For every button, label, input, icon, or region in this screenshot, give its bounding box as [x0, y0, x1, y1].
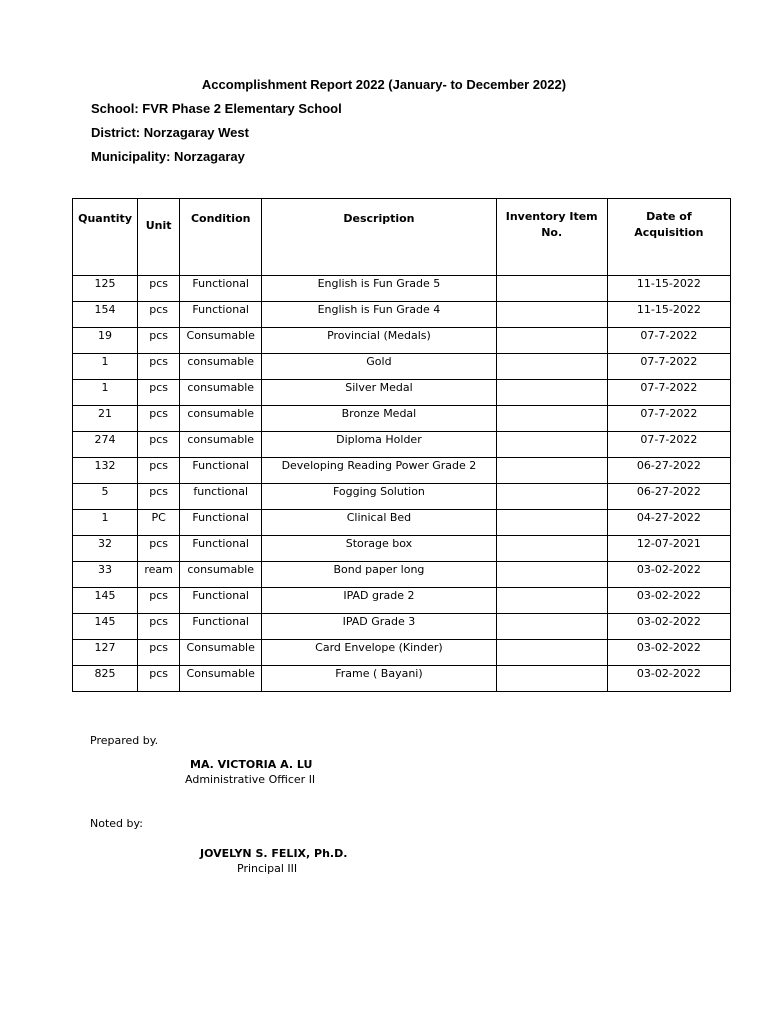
- table-row: [73, 432, 731, 458]
- cell-unit: PC: [138, 510, 180, 536]
- table-row: [73, 562, 731, 588]
- report-title: Accomplishment Report 2022 (January- to December 2022): [201, 77, 567, 92]
- school-line: School: FVR Phase 2 Elementary School: [91, 101, 342, 116]
- cell-condition: Functional: [180, 614, 262, 640]
- cell-quantity: 132: [73, 458, 138, 484]
- inventory-table: [72, 198, 731, 692]
- table-row: [73, 328, 731, 354]
- cell-condition: consumable: [180, 380, 262, 406]
- cell-date-of-acquisition: 11-15-2022: [607, 276, 730, 302]
- table-row: [73, 406, 731, 432]
- cell-inventory-item-no: [496, 640, 607, 666]
- cell-unit: pcs: [138, 666, 180, 692]
- cell-date-of-acquisition: 07-7-2022: [607, 328, 730, 354]
- cell-unit: pcs: [138, 354, 180, 380]
- cell-description: English is Fun Grade 4: [262, 302, 496, 328]
- prepared-by-label: Prepared by.: [90, 734, 159, 747]
- cell-unit: pcs: [138, 406, 180, 432]
- prepared-by-name: MA. VICTORIA A. LU: [190, 758, 313, 771]
- cell-quantity: 1: [73, 380, 138, 406]
- district-line: District: Norzagaray West: [91, 125, 249, 140]
- cell-unit: pcs: [138, 328, 180, 354]
- table-row: [73, 614, 731, 640]
- cell-inventory-item-no: [496, 614, 607, 640]
- cell-description: Bronze Medal: [262, 406, 496, 432]
- table-row: [73, 458, 731, 484]
- cell-unit: pcs: [138, 276, 180, 302]
- cell-quantity: 32: [73, 536, 138, 562]
- cell-date-of-acquisition: 07-7-2022: [607, 432, 730, 458]
- cell-description: Fogging Solution: [262, 484, 496, 510]
- cell-description: Provincial (Medals): [262, 328, 496, 354]
- cell-inventory-item-no: [496, 276, 607, 302]
- cell-description: English is Fun Grade 5: [262, 276, 496, 302]
- cell-description: Silver Medal: [262, 380, 496, 406]
- cell-condition: Functional: [180, 302, 262, 328]
- table-row: [73, 510, 731, 536]
- cell-description: IPAD grade 2: [262, 588, 496, 614]
- cell-unit: pcs: [138, 458, 180, 484]
- cell-description: Frame ( Bayani): [262, 666, 496, 692]
- cell-inventory-item-no: [496, 354, 607, 380]
- cell-inventory-item-no: [496, 510, 607, 536]
- column-header-quantity: Quantity: [73, 199, 138, 276]
- table-row: [73, 588, 731, 614]
- cell-condition: consumable: [180, 562, 262, 588]
- table-row: [73, 536, 731, 562]
- column-header-description: Description: [262, 199, 496, 276]
- table-row: [73, 484, 731, 510]
- cell-condition: Consumable: [180, 328, 262, 354]
- cell-date-of-acquisition: 03-02-2022: [607, 562, 730, 588]
- table-row: [73, 640, 731, 666]
- noted-by-title: Principal III: [237, 862, 298, 875]
- cell-quantity: 125: [73, 276, 138, 302]
- cell-condition: Functional: [180, 536, 262, 562]
- cell-inventory-item-no: [496, 380, 607, 406]
- cell-inventory-item-no: [496, 536, 607, 562]
- table-row: [73, 302, 731, 328]
- cell-quantity: 154: [73, 302, 138, 328]
- cell-description: IPAD Grade 3: [262, 614, 496, 640]
- cell-date-of-acquisition: 03-02-2022: [607, 588, 730, 614]
- cell-quantity: 825: [73, 666, 138, 692]
- cell-unit: pcs: [138, 302, 180, 328]
- cell-inventory-item-no: [496, 302, 607, 328]
- cell-date-of-acquisition: 07-7-2022: [607, 354, 730, 380]
- cell-inventory-item-no: [496, 562, 607, 588]
- cell-quantity: 274: [73, 432, 138, 458]
- noted-by-name: JOVELYN S. FELIX, Ph.D.: [200, 847, 348, 860]
- cell-inventory-item-no: [496, 588, 607, 614]
- cell-quantity: 19: [73, 328, 138, 354]
- cell-quantity: 145: [73, 614, 138, 640]
- cell-unit: pcs: [138, 614, 180, 640]
- cell-date-of-acquisition: 11-15-2022: [607, 302, 730, 328]
- cell-condition: consumable: [180, 432, 262, 458]
- municipality-line: Municipality: Norzagaray: [91, 149, 245, 164]
- cell-description: Diploma Holder: [262, 432, 496, 458]
- cell-condition: consumable: [180, 406, 262, 432]
- table-row: [73, 380, 731, 406]
- cell-unit: ream: [138, 562, 180, 588]
- cell-quantity: 21: [73, 406, 138, 432]
- cell-condition: Functional: [180, 510, 262, 536]
- cell-date-of-acquisition: 12-07-2021: [607, 536, 730, 562]
- cell-description: Card Envelope (Kinder): [262, 640, 496, 666]
- cell-quantity: 33: [73, 562, 138, 588]
- cell-unit: pcs: [138, 484, 180, 510]
- column-header-condition: Condition: [180, 199, 262, 276]
- cell-condition: Functional: [180, 458, 262, 484]
- cell-description: Developing Reading Power Grade 2: [262, 458, 496, 484]
- cell-date-of-acquisition: 06-27-2022: [607, 484, 730, 510]
- cell-description: Clinical Bed: [262, 510, 496, 536]
- cell-description: Bond paper long: [262, 562, 496, 588]
- cell-inventory-item-no: [496, 666, 607, 692]
- cell-unit: pcs: [138, 588, 180, 614]
- cell-quantity: 1: [73, 510, 138, 536]
- cell-quantity: 127: [73, 640, 138, 666]
- cell-date-of-acquisition: 03-02-2022: [607, 614, 730, 640]
- column-header-unit: Unit: [138, 199, 180, 276]
- cell-condition: Functional: [180, 276, 262, 302]
- cell-description: Storage box: [262, 536, 496, 562]
- table-row: [73, 666, 731, 692]
- column-header-inventory-item-no: Inventory Item No.: [496, 199, 607, 276]
- cell-date-of-acquisition: 04-27-2022: [607, 510, 730, 536]
- cell-date-of-acquisition: 06-27-2022: [607, 458, 730, 484]
- cell-inventory-item-no: [496, 432, 607, 458]
- cell-condition: Functional: [180, 588, 262, 614]
- cell-inventory-item-no: [496, 458, 607, 484]
- cell-condition: Consumable: [180, 640, 262, 666]
- cell-condition: functional: [180, 484, 262, 510]
- cell-unit: pcs: [138, 536, 180, 562]
- cell-condition: Consumable: [180, 666, 262, 692]
- table-header-row: [73, 199, 731, 276]
- cell-date-of-acquisition: 07-7-2022: [607, 406, 730, 432]
- cell-inventory-item-no: [496, 406, 607, 432]
- table-row: [73, 276, 731, 302]
- cell-quantity: 5: [73, 484, 138, 510]
- cell-description: Gold: [262, 354, 496, 380]
- cell-inventory-item-no: [496, 484, 607, 510]
- cell-unit: pcs: [138, 640, 180, 666]
- noted-by-label: Noted by:: [90, 817, 143, 830]
- cell-inventory-item-no: [496, 328, 607, 354]
- cell-quantity: 1: [73, 354, 138, 380]
- cell-date-of-acquisition: 03-02-2022: [607, 640, 730, 666]
- cell-date-of-acquisition: 03-02-2022: [607, 666, 730, 692]
- cell-unit: pcs: [138, 432, 180, 458]
- table-row: [73, 354, 731, 380]
- cell-unit: pcs: [138, 380, 180, 406]
- cell-condition: consumable: [180, 354, 262, 380]
- prepared-by-title: Administrative Officer II: [185, 773, 316, 786]
- cell-date-of-acquisition: 07-7-2022: [607, 380, 730, 406]
- cell-quantity: 145: [73, 588, 138, 614]
- column-header-date-of-acquisition: Date of Acquisition: [607, 199, 730, 276]
